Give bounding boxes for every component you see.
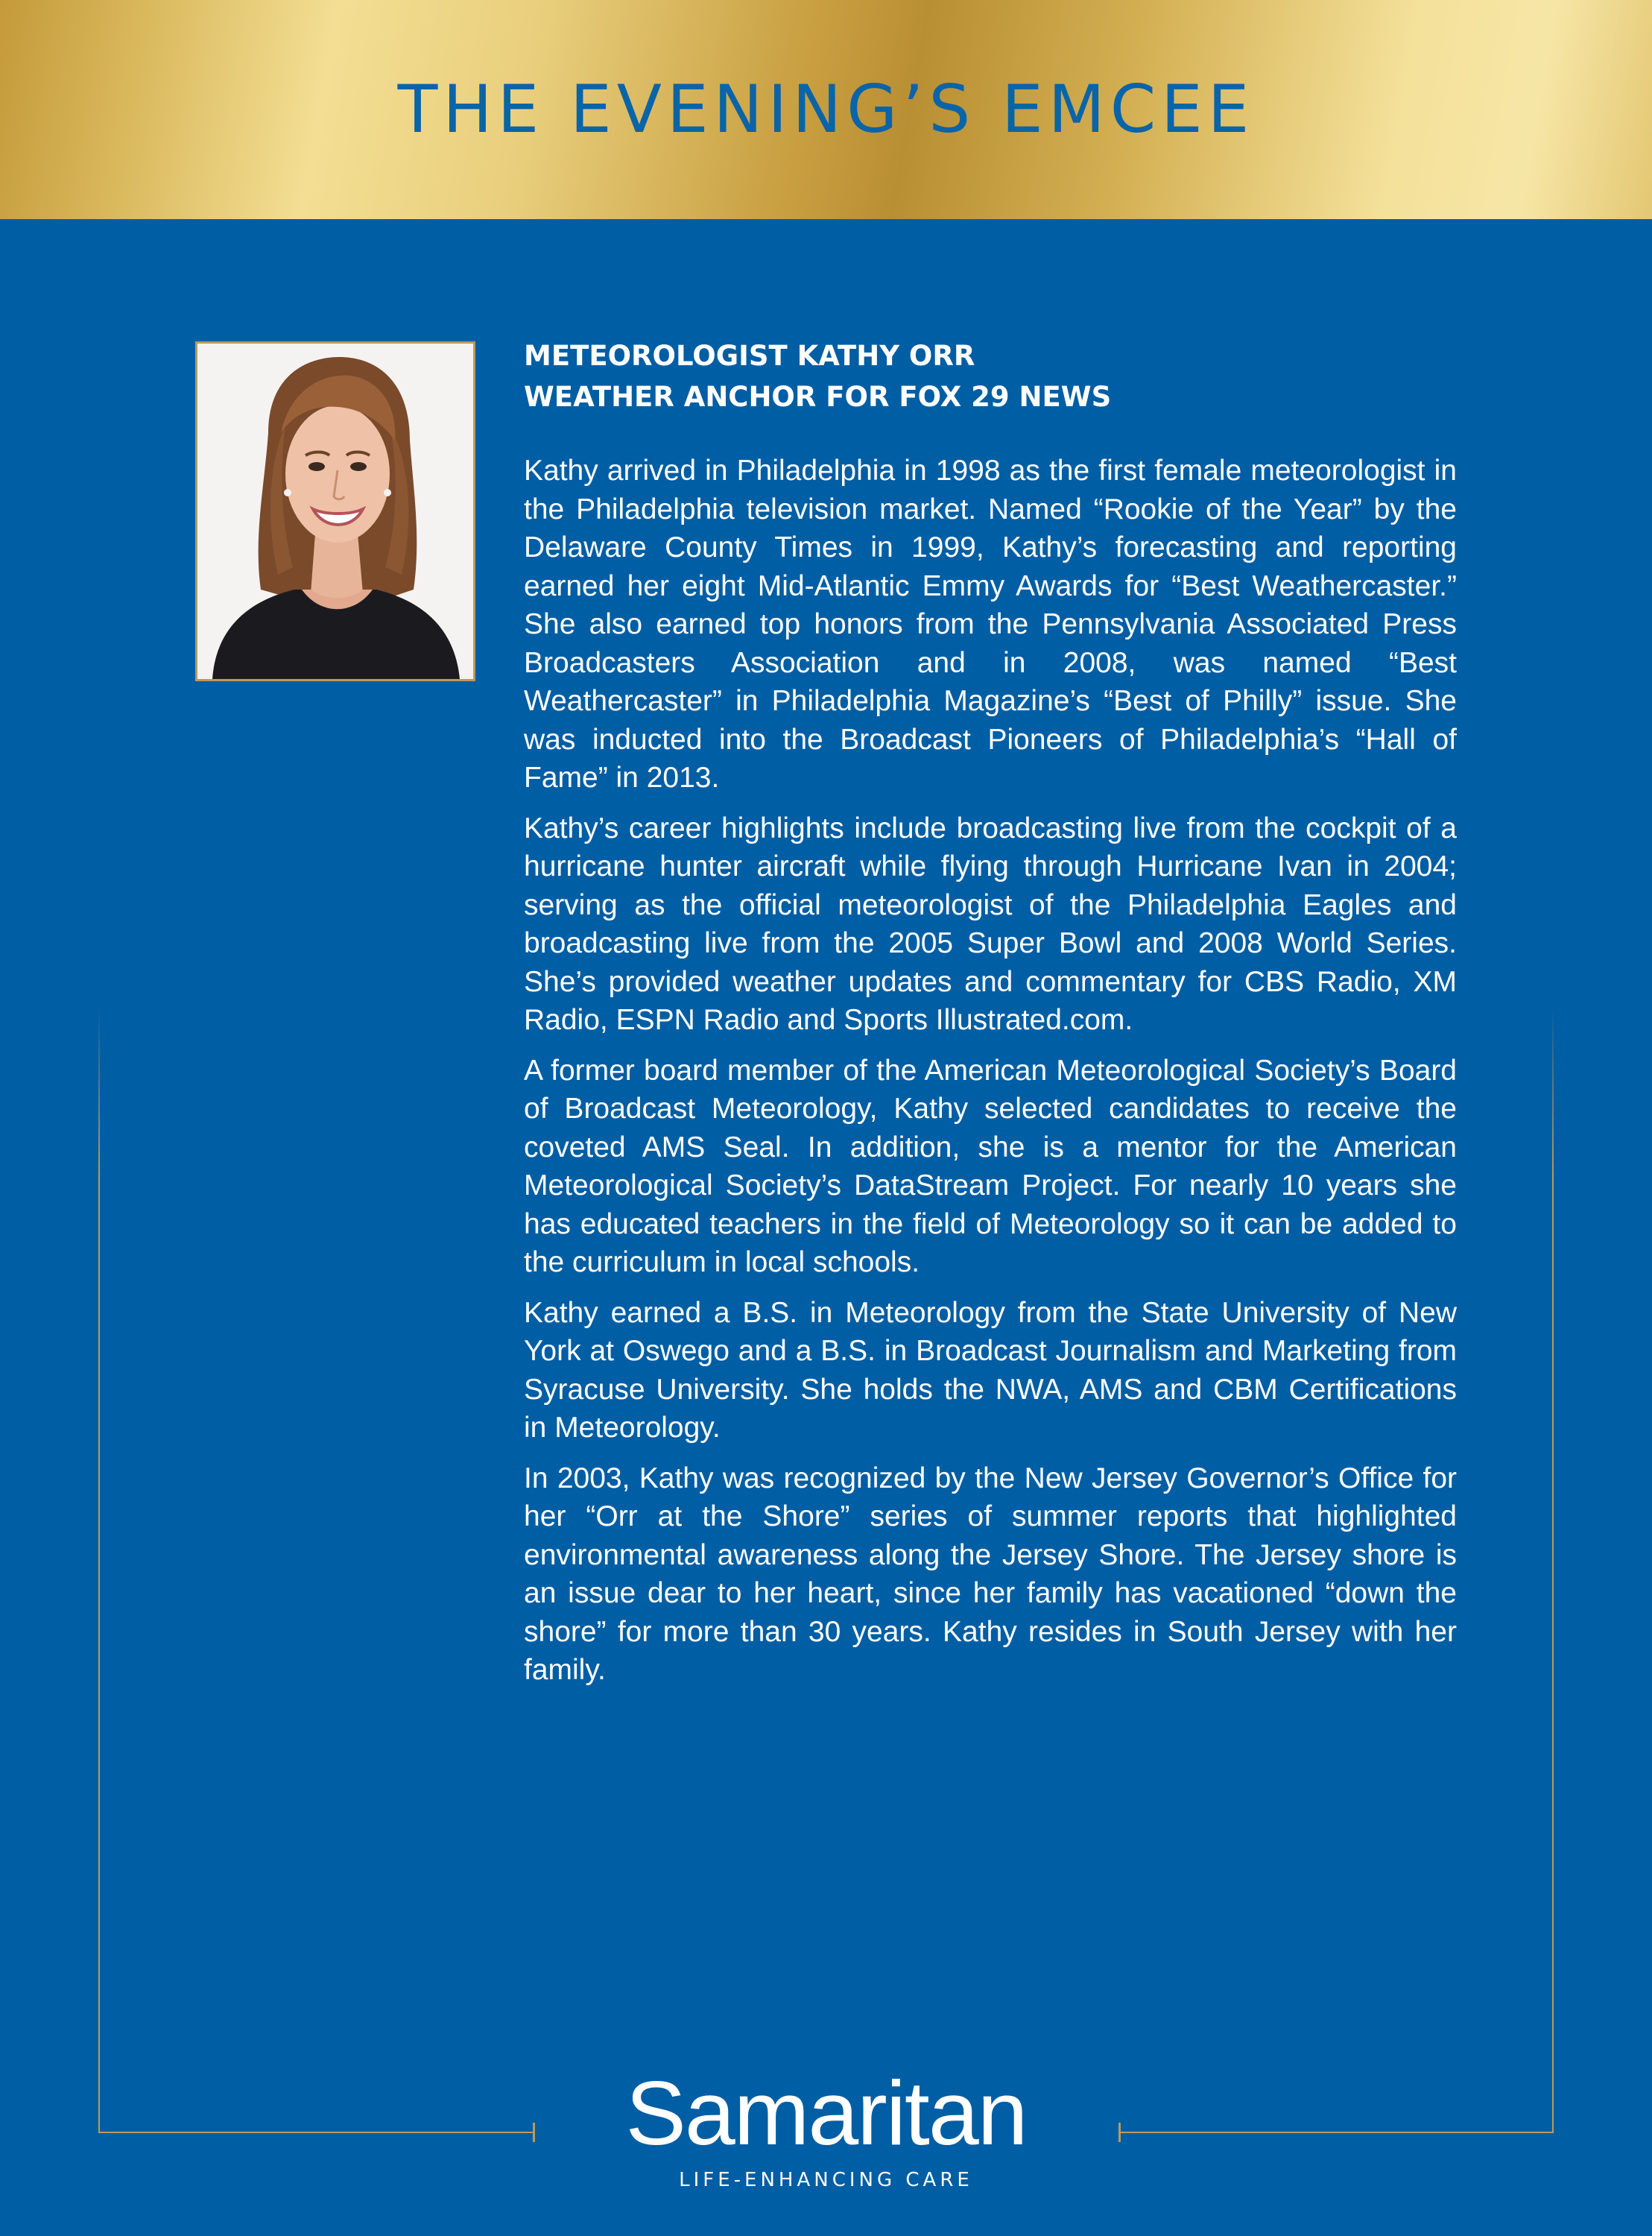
header-banner [0, 0, 1652, 219]
bio-paragraph: Kathy earned a B.S. in Meteorology from the State University of New York at Oswego and a B.S. in Broadcast Journalism and Marketing from Syracuse University. She holds the NWA, AMS and CBM Certifications in Meteorology. [524, 1296, 1457, 1444]
logo-tagline: LIFE-ENHANCING CARE [679, 2169, 973, 2191]
bio-text [524, 452, 1457, 1690]
bio-paragraph: Kathy’s career highlights include broadcasting live from the cockpit of a hurricane hunter aircraft while flying through Hurricane Ivan in 2004; serving as the official meteorologist of the Philadelphia Eagles and broadcasting live from the 2005 Super Bowl and 2008 World Series. She’s provided weather updates and commentary for CBS Radio, XM Radio, ESPN Radio and Sports Illustrated.com. [524, 812, 1457, 1036]
emcee-name: METEOROLOGIST KATHY ORR [524, 340, 975, 372]
emcee-portrait [195, 341, 475, 681]
emcee-bio-section [524, 337, 1457, 1702]
logo-wordmark: Samaritan [625, 2062, 1027, 2164]
gold-frame-left [98, 1006, 100, 2133]
bio-paragraph: A former board member of the American Meteorological Society’s Board of Broadcast Meteorology, Kathy selected candidates to receive the coveted AMS Seal. In addition, she is a mentor for the American Meteorological Society’s DataStream Project. For nearly 10 years she has educated teachers in the field of Meteorology so it can be added to the curriculum in local schools. [524, 1054, 1457, 1278]
bio-paragraph: In 2003, Kathy was recognized by the New Jersey Governor’s Office for her “Orr at the Shore” series of summer reports that highlighted environmental awareness along the Jersey Shore. The Jersey shore is an issue dear to her heart, since her family has vacationed “down the shore” for more than 30 years. Kathy resides in South Jersey with her family. [524, 1462, 1457, 1686]
page-title: THE EVENING’S EMCEE [397, 71, 1255, 148]
bio-paragraph: Kathy arrived in Philadelphia in 1998 as the first female meteorologist in the Philadelphia television market. Named “Rookie of the Year” by the Delaware County Times in 1999, Kathy’s forecasting and reporting earned her eight Mid-Atlantic Emmy Awards for “Best Weathercaster.” She also earned top honors from the Pennsylvania Associated Press Broadcasters Association and in 2008, was named “Best Weathercaster” in Philadelphia Magazine’s “Best of Philly” issue. She was inducted into the Broadcast Pioneers of Philadelphia’s “Hall of Fame” in 2013. [524, 455, 1457, 794]
gold-frame-right [1552, 1006, 1554, 2133]
portrait-illustration [197, 344, 473, 679]
samaritan-logo [0, 2062, 1652, 2191]
emcee-role: WEATHER ANCHOR FOR FOX 29 NEWS [524, 381, 1112, 413]
